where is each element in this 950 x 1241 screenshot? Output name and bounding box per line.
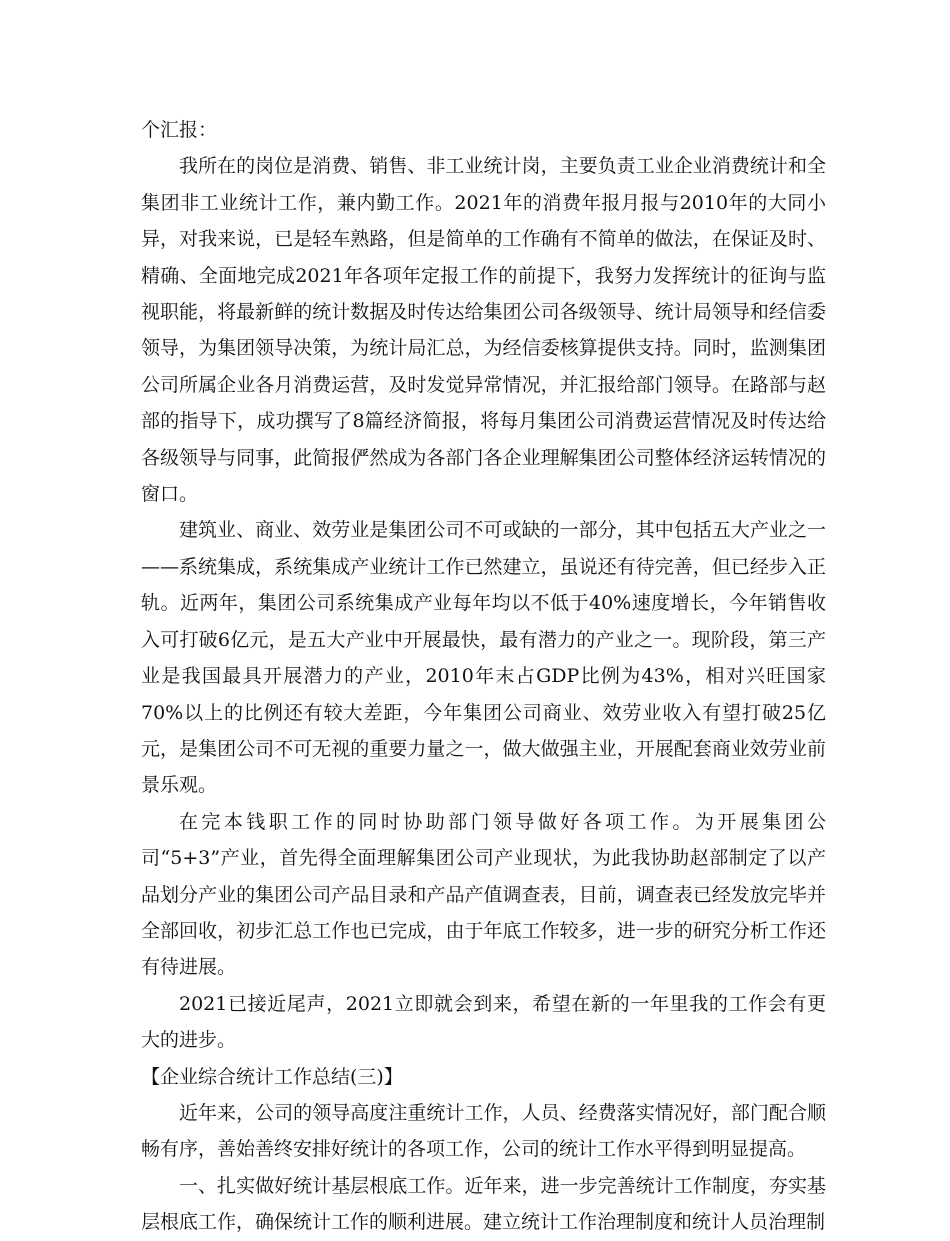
paragraph-leadership: 近年来，公司的领导高度注重统计工作，人员、经费落实情况好，部门配合顺畅有序，善始善终安排好统计的各项工作，公司的统计工作水平得到明显提高。 (141, 1101, 826, 1161)
paragraph-job-duties: 我所在的岗位是消费、销售、非工业统计岗，主要负责工业企业消费统计和全集团非工业统计工作，兼内勤工作。2021年的消费年报月报与2010年的大同小异，对我来说，已是轻车熟路，但是简单的工作确有不简单的做法，在保证及时、精确、全面地完成2021年各项年定报工作的前提下，我努力发挥统计的征询与监视职能，将最新鲜的统计数据及时传达给集团公司各级领导、统计局领导和经信委领导，为集团领导决策，为统计局汇总，为经信委核算提供支持。同时，监测集团公司所属企业各月消费运营，及时发觉异常情况，并汇报给部门领导。在路部与赵部的指导下，成功撰写了8篇经济简报，将每月集团公司消费运营情况及时传达给各级领导与同事，此简报俨然成为各部门各企业理解集团公司整体经济运转情况的窗口。 (141, 155, 826, 506)
section-heading: 【企业综合统计工作总结(三)】 (141, 1065, 403, 1088)
paragraph-assist-leaders: 在完本钱职工作的同时协助部门领导做好各项工作。为开展集团公司“5+3”产业，首先得全面理解集团公司产业现状，为此我协助赵部制定了以产品划分产业的集团公司产品目录和产品产值调查表，目前，调查表已经发放完毕并全部回收，初步汇总工作也已完成，由于年底工作较多，进一步的研究分析工作还有待进展。 (141, 810, 826, 979)
paragraph-continuation: 个汇报： (141, 119, 218, 141)
paragraph-basic-work: 一、扎实做好统计基层根底工作。近年来，进一步完善统计工作制度，夯实基层根底工作，确保统计工作的顺利进展。建立统计工作治理制度和统计人员治理制 (141, 1174, 826, 1234)
document-page (141, 112, 826, 1241)
paragraph-service-industry: 建筑业、商业、效劳业是集团公司不可或缺的一部分，其中包括五大产业之一——系统集成，系统集成产业统计工作已然建立，虽说还有待完善，但已经步入正轨。近两年，集团公司系统集成产业每年均以不低于40%速度增长，今年销售收入可打破6亿元，是五大产业中开展最快，最有潜力的产业之一。现阶段，第三产业是我国最具开展潜力的产业，2010年末占GDP比例为43%，相对兴旺国家70%以上的比例还有较大差距，今年集团公司商业、效劳业收入有望打破25亿元，是集团公司不可无视的重要力量之一，做大做强主业，开展配套商业效劳业前景乐观。 (141, 519, 826, 797)
paragraph-year-end: 2021已接近尾声，2021立即就会到来，希望在新的一年里我的工作会有更大的进步。 (141, 992, 826, 1052)
